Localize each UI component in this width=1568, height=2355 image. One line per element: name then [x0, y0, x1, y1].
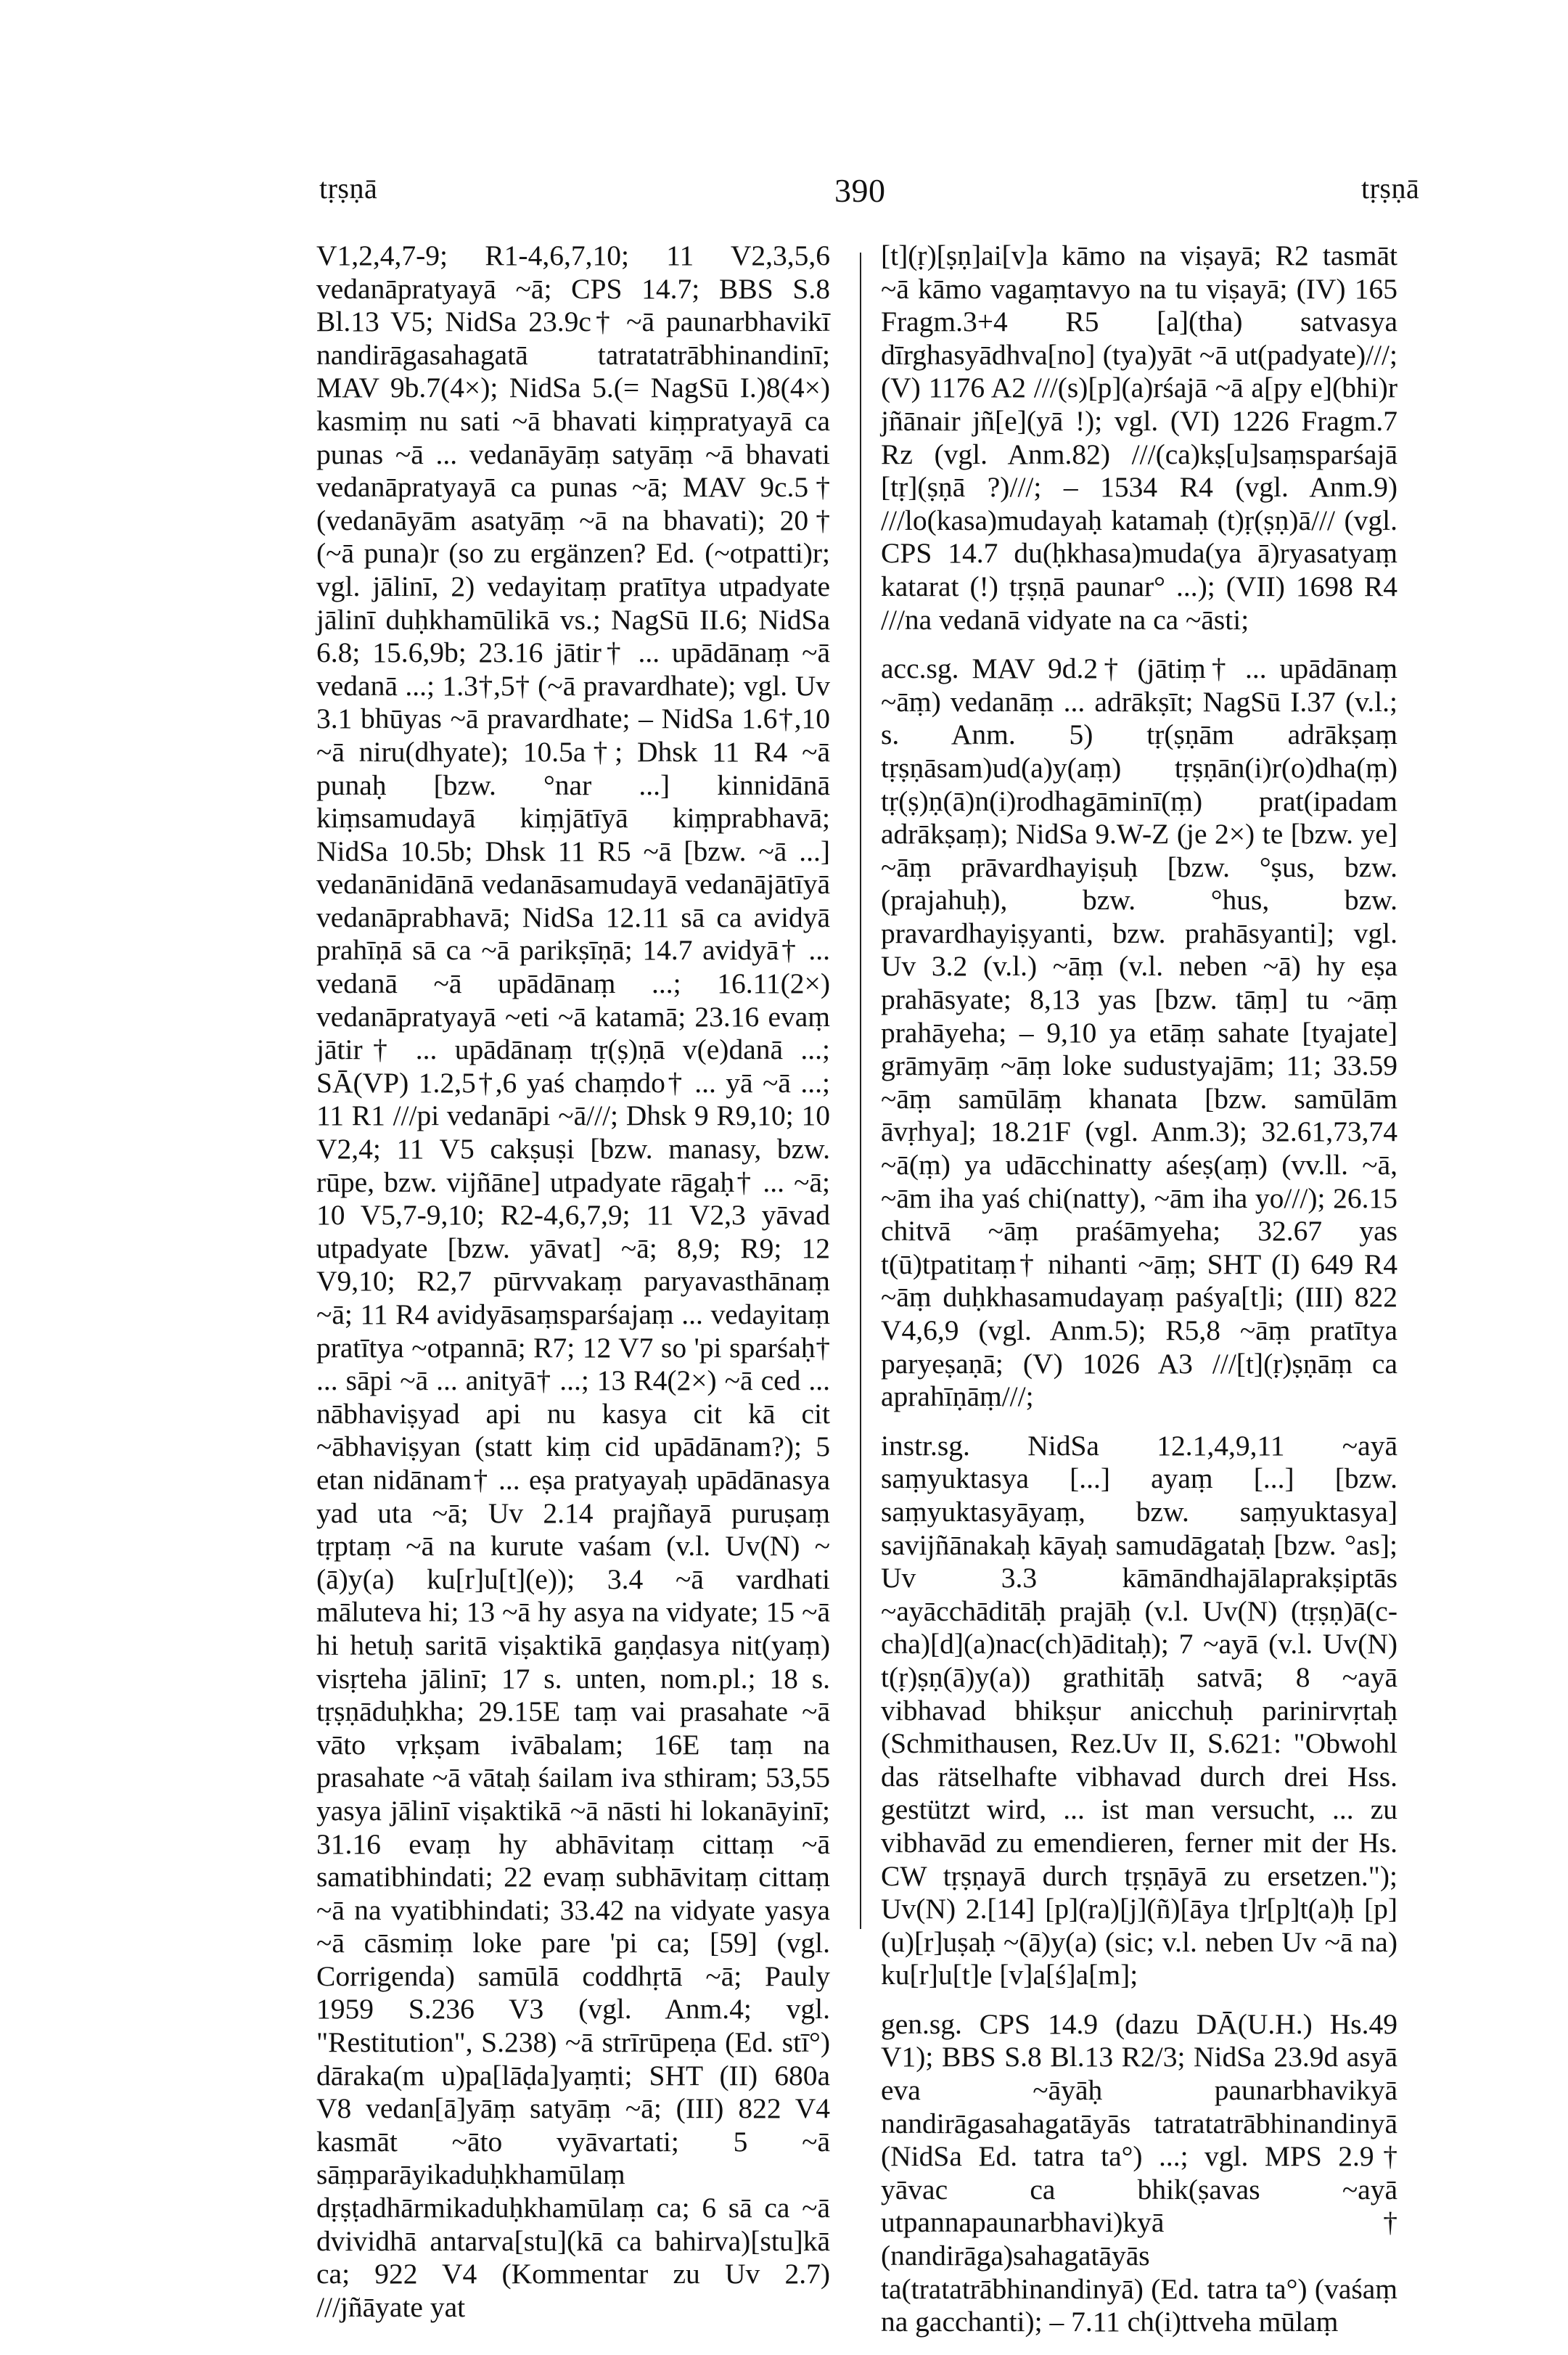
running-head-right: tṛṣṇā [1361, 172, 1420, 205]
right-column-paragraph: instr.sg. NidSa 12.1,4,9,11 ~ayā saṃyuktasya [...] ayaṃ [...] [bzw. saṃyuktasyāyaṃ, bzw. saṃyuktasya] savijñānakaḥ kāyaḥ samudāgataḥ [bzw. °as]; Uv 3.3 kāmāndhajālaprakṣiptās ~ayācchāditāḥ prajāḥ (v.l. Uv(N) (tṛṣṇ)ā(c-cha)[d](a)nac(ch)āditaḥ); 7 ~ayā (v.l. Uv(N) t(ṛ)ṣṇ(ā)y(a)) grathitāḥ satvā; 8 ~ayā vibhavad bhikṣur anicchuḥ parinirvṛtaḥ (Schmithausen, Rez.Uv II, S.621: "Obwohl das rätselhafte vibhavad durch drei Hss. gestützt wird, ... ist man versucht, ... zu vibhavād zu emendieren, ferner mit der Hs. CW tṛṣṇayā durch tṛṣṇāyā zu ersetzen."); Uv(N) 2.[14] [p](ra)[j](ñ)[āya t]r[p]t(a)ḥ [p](u)[r]uṣaḥ ~(ā)y(a) (sic; v.l. neben Uv ~ā na) ku[r]u[t]e [v]a[ś]a[m]; [881, 1429, 1397, 1991]
left-column [316, 239, 830, 2340]
column-divider [860, 253, 861, 1929]
running-head-left: tṛṣṇā [319, 172, 378, 205]
page-number: 390 [834, 172, 886, 209]
right-column-paragraph: gen.sg. CPS 14.9 (dazu DĀ(U.H.) Hs.49 V1); BBS S.8 Bl.13 R2/3; NidSa 23.9d asyā eva ~āyāḥ paunarbhavikyā nandirāgasahagatāyās tatratatrābhinandinyā (NidSa Ed. tatra ta°) ...; vgl. MPS 2.9† yāvac ca bhik(ṣavas ~ayā utpannapaunarbhavi)kyā† (nandirāga)sahagatāyās ta(tratatrābhinandinyā) (Ed. tatra ta°) (vaśaṃ na gacchanti); – 7.11 ch(i)ttveha mūlaṃ [881, 2007, 1397, 2338]
right-column-paragraph: [t](ṛ)[ṣṇ]ai[v]a kāmo na viṣayā; R2 tasmāt ~ā kāmo vagaṃtavyo na tu viṣayā; (IV) 165 Fragm.3+4 R5 [a](tha) satvasya dīrghasyādhva[no] (tya)yāt ~ā ut(padyate)///; (V) 1176 A2 ///(s)[p](a)rśajā ~ā a[py e](bhi)r jñānair jñ[e](yā !); vgl. (VI) 1226 Fragm.7 Rz (vgl. Anm.82) ///(ca)kṣ[u]saṃsparśajā [tṛ](ṣṇā ?)///; – 1534 R4 (vgl. Anm.9) ///lo(kasa)mudayaḥ katamaḥ (t)ṛ(ṣṇ)ā/// (vgl. CPS 14.7 du(ḥkhasa)muda(ya ā)ryasatyaṃ katarat (!) tṛṣṇā paunar° ...); (VII) 1698 R4 ///na vedanā vidyate na ca ~āsti; [881, 239, 1397, 636]
right-column-paragraph: acc.sg. MAV 9d.2† (jātiṃ† ... upādānaṃ ~āṃ) vedanāṃ ... adrākṣīt; NagSū I.37 (v.l.; s. Anm. 5) tṛ(ṣṇām adrākṣaṃ tṛṣṇāsam)ud(a)y(aṃ) tṛṣṇān(i)r(o)dha(ṃ) tṛ(ṣ)ṇ(ā)n(i)rodhagāminī(ṃ) prat(ipadam adrākṣaṃ); NidSa 9.W-Z (je 2×) te [bzw. ye] ~āṃ prāvardhayiṣuḥ [bzw. °ṣus, bzw. (prajahuḥ), bzw. °hus, bzw. pravardhayiṣyanti, bzw. prahāsyanti]; vgl. Uv 3.2 (v.l.) ~āṃ (v.l. neben ~ā) hy eṣa prahāsyate; 8,13 yas [bzw. tāṃ] tu ~āṃ prahāyeha; – 9,10 ya etāṃ sahate [tyajate] grāmyāṃ ~āṃ loke sudustyajām; 11; 33.59 ~āṃ samūlāṃ khanata [bzw. samūlām āvṛhya]; 18.21F (vgl. Anm.3); 32.61,73,74 ~ā(ṃ) ya udācchinatty aśeṣ(aṃ) (vv.ll. ~ā, ~ām iha yaś chi(natty), ~ām iha yo///); 26.15 chitvā ~āṃ praśāmyeha; 32.67 yas t(ū)tpatitaṃ† nihanti ~āṃ; SHT (I) 649 R4 ~āṃ duḥkhasamudayaṃ paśya[t]i; (III) 822 V4,6,9 (vgl. Anm.5); R5,8 ~āṃ pratītya paryeṣaṇā; (V) 1026 A3 ///[t](ṛ)ṣṇāṃ ca aprahīṇāṃ///; [881, 652, 1397, 1413]
right-column [881, 239, 1397, 2355]
left-column-paragraph: V1,2,4,7-9; R1-4,6,7,10; 11 V2,3,5,6 vedanāpratyayā ~ā; CPS 14.7; BBS S.8 Bl.13 V5; NidSa 23.9c† ~ā paunarbhavikī nandirāgasahagatā tatratatrābhinandinī; MAV 9b.7(4×); NidSa 5.(= NagSū I.)8(4×) kasmiṃ nu sati ~ā bhavati kiṃpratyayā ca punas ~ā ... vedanāyāṃ satyāṃ ~ā bhavati vedanāpratyayā ca punas ~ā; MAV 9c.5† (vedanāyām asatyāṃ ~ā na bhavati); 20† (~ā puna)r (so zu ergänzen? Ed. (~otpatti)r; vgl. jālinī, 2) vedayitaṃ pratītya utpadyate jālinī duḥkhamūlikā vs.; NagSū II.6; NidSa 6.8; 15.6,9b; 23.16 jātir† ... upādānaṃ ~ā vedanā ...; 1.3†,5† (~ā pravardhate); vgl. Uv 3.1 bhūyas ~ā pravardhate; – NidSa 1.6†,10 ~ā niru(dhyate); 10.5a†; Dhsk 11 R4 ~ā punaḥ [bzw. °nar ...] kinnidānā kiṃsamudayā kiṃjātīyā kiṃprabhavā; NidSa 10.5b; Dhsk 11 R5 ~ā [bzw. ~ā ...] vedanānidānā vedanāsamudayā vedanājātīyā vedanāprabhavā; NidSa 12.11 sā ca avidyā prahīṇā sā ca ~ā parikṣīṇā; 14.7 avidyā† ... vedanā ~ā upādānaṃ ...; 16.11(2×) vedanāpratyayā ~eti ~ā katamā; 23.16 evaṃ jātir† ... upādānaṃ tṛ(ṣ)ṇā v(e)danā ...; SĀ(VP) 1.2,5†,6 yaś chaṃdo† ... yā ~ā ...; 11 R1 ///pi vedanāpi ~ā///; Dhsk 9 R9,10; 10 V2,4; 11 V5 cakṣuṣi [bzw. manasy, bzw. rūpe, bzw. vijñāne] utpadyate rāgaḥ† ... ~ā; 10 V5,7-9,10; R2-4,6,7,9; 11 V2,3 yāvad utpadyate [bzw. yāvat] ~ā; 8,9; R9; 12 V9,10; R2,7 pūrvvakaṃ paryavasthānaṃ ~ā; 11 R4 avidyāsaṃsparśajaṃ ... vedayitaṃ pratītya ~otpannā; R7; 12 V7 so 'pi sparśaḥ† ... sāpi ~ā ... anityā† ...; 13 R4(2×) ~ā ced ... nābhaviṣyad api nu kasya cit kā cit ~ābhaviṣyan (statt kiṃ cid upādānam?); 5 etan nidānam† ... eṣa pratyayaḥ upādānasya yad uta ~ā; Uv 2.14 prajñayā puruṣaṃ tṛptaṃ ~ā na kurute vaśam (v.l. Uv(N) ~(ā)y(a) ku[r]u[t](e)); 3.4 ~ā vardhati māluteva hi; 13 ~ā hy asya na vidyate; 15 ~ā hi hetuḥ saritā viṣaktikā gaṇḍasya nit(yaṃ) visṛteha jālinī; 17 s. unten, nom.pl.; 18 s. tṛṣṇāduḥkha; 29.15E taṃ vai prasahate ~ā vāto vṛkṣam ivābalam; 16E taṃ na prasahate ~ā vātaḥ śailam iva sthiram; 53,55 yasya jālinī viṣaktikā ~ā nāsti hi lokanāyinī; 31.16 evaṃ hy abhāvitaṃ cittaṃ ~ā samatibhindati; 22 evaṃ subhāvitaṃ cittaṃ ~ā na vyatibhindati; 33.42 na vidyate yasya ~ā cāsmiṃ loke pare 'pi ca; [59] (vgl. Corrigenda) samūlā coddhṛtā ~ā; Pauly 1959 S.236 V3 (vgl. Anm.4; vgl. "Restitution", S.238) ~ā strīrūpeṇa (Ed. stī°) dāraka(m u)pa[lāḍa]yaṃti; SHT (II) 680a V8 vedan[ā]yāṃ satyāṃ ~ā; (III) 822 V4 kasmāt ~āto vyāvartati; 5 ~ā sāṃparāyikaduḥkhamūlaṃ dṛṣṭadhārmikaduḥkhamūlaṃ ca; 6 sā ca ~ā dvividhā antarva[stu](kā ca bahirva)[stu]kā ca; 922 V4 (Kommentar zu Uv 2.7) ///jñāyate yat [316, 239, 830, 2323]
